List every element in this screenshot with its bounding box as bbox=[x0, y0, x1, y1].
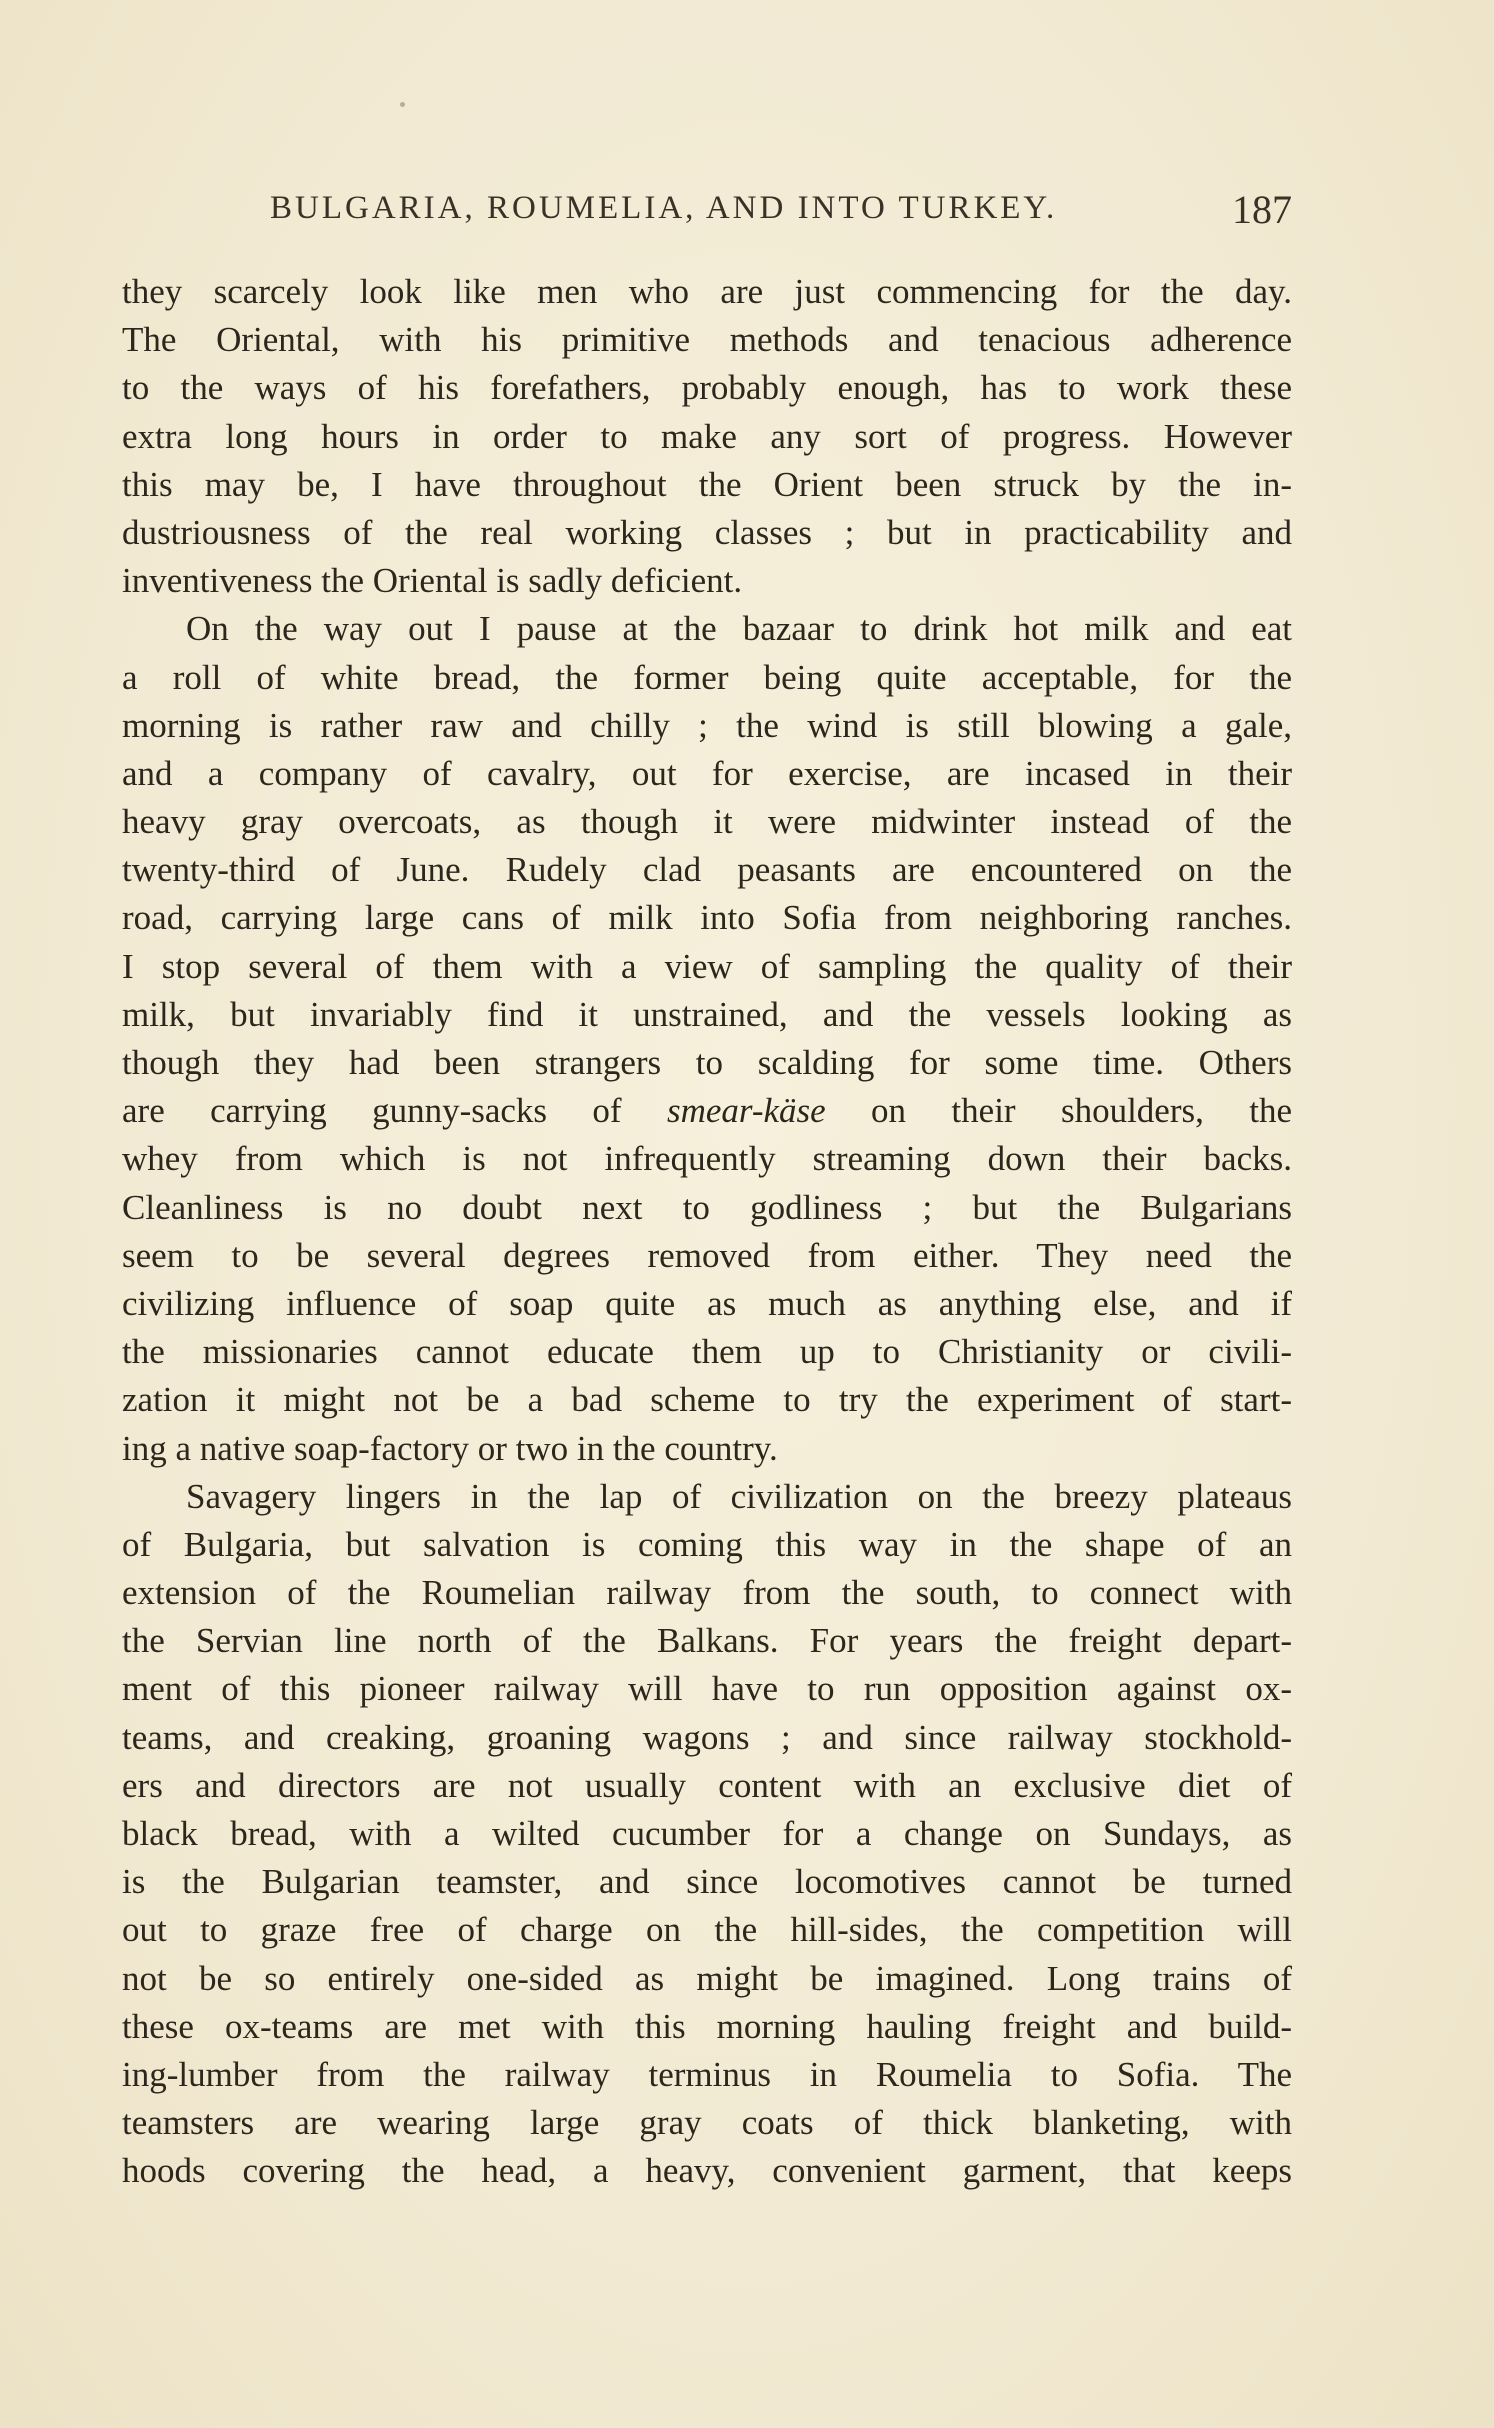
paragraph-start-line: On the way out I pause at the bazaar to drink hot milk and eat bbox=[186, 609, 1292, 649]
text-run: on their shoulders, the bbox=[825, 1091, 1292, 1131]
text-line: ing a native soap-factory or two in the country. bbox=[122, 1428, 778, 1468]
page-number: 187 bbox=[1232, 187, 1292, 232]
paragraph-start-line: Savagery lingers in the lap of civilization on the breezy plateaus bbox=[186, 1476, 1292, 1516]
text-line: this may be, I have throughout the Orient been struck by the in- bbox=[122, 464, 1292, 504]
text-line: whey from which is not infrequently streaming down their backs. bbox=[122, 1139, 1292, 1179]
text-line: twenty-third of June. Rudely clad peasants are encountered on the bbox=[122, 850, 1292, 890]
text-line: teams, and creaking, groaning wagons ; and since railway stockhold- bbox=[122, 1717, 1292, 1757]
text-line: milk, but invariably find it unstrained, and the vessels looking as bbox=[122, 994, 1292, 1034]
text-line: they scarcely look like men who are just commencing for the day. bbox=[122, 272, 1292, 311]
text-line: these ox-teams are met with this morning hauling freight and build- bbox=[122, 2006, 1292, 2046]
text-line: morning is rather raw and chilly ; the wind is still blowing a gale, bbox=[122, 705, 1292, 745]
text-line: a roll of white bread, the former being quite acceptable, for the bbox=[122, 657, 1292, 697]
text-line: hoods covering the head, a heavy, convenient garment, that keeps bbox=[122, 2151, 1292, 2191]
text-run: are carrying gunny-sacks of bbox=[122, 1091, 667, 1131]
text-line: ment of this pioneer railway will have to run opposition against ox- bbox=[122, 1669, 1292, 1709]
text-line: Cleanliness is no doubt next to godliness ; but the Bulgarians bbox=[122, 1187, 1292, 1227]
text-line: not be so entirely one-sided as might be imagined. Long trains of bbox=[122, 1958, 1292, 1998]
paper-speck bbox=[400, 102, 405, 107]
text-line: and a company of cavalry, out for exercise, are incased in their bbox=[122, 753, 1292, 793]
text-line: heavy gray overcoats, as though it were midwinter instead of the bbox=[122, 802, 1292, 842]
text-line: civilizing influence of soap quite as much as anything else, and if bbox=[122, 1283, 1292, 1323]
text-line: is the Bulgarian teamster, and since locomotives cannot be turned bbox=[122, 1862, 1292, 1902]
body-text bbox=[122, 268, 1292, 2196]
text-line: out to graze free of charge on the hill-sides, the competition will bbox=[122, 1910, 1292, 1950]
text-line: black bread, with a wilted cucumber for a change on Sundays, as bbox=[122, 1814, 1292, 1853]
text-line: I stop several of them with a view of sampling the quality of their bbox=[122, 946, 1292, 986]
text-line: ing-lumber from the railway terminus in Roumelia to Sofia. The bbox=[122, 2054, 1292, 2094]
text-line: though they had been strangers to scalding for some time. Others bbox=[122, 1043, 1292, 1082]
text-line: of Bulgaria, but salvation is coming this way in the shape of an bbox=[122, 1524, 1292, 1564]
text-line: teamsters are wearing large gray coats of thick blanketing, with bbox=[122, 2103, 1292, 2143]
text-line: seem to be several degrees removed from either. They need the bbox=[122, 1235, 1292, 1275]
text-line: extra long hours in order to make any sort of progress. However bbox=[122, 416, 1292, 456]
text-line: The Oriental, with his primitive methods and tenacious adherence bbox=[122, 320, 1292, 360]
italic-term: smear-käse bbox=[666, 1091, 826, 1131]
text-line: dustriousness of the real working classes ; but in practicability and bbox=[122, 512, 1292, 552]
text-line: the Servian line north of the Balkans. For years the freight depart- bbox=[122, 1621, 1292, 1661]
text-line: extension of the Roumelian railway from the south, to connect with bbox=[122, 1573, 1292, 1613]
text-line: road, carrying large cans of milk into Sofia from neighboring ranches. bbox=[122, 898, 1292, 938]
page-header bbox=[270, 187, 1292, 238]
text-line: inventiveness the Oriental is sadly deficient. bbox=[122, 561, 743, 601]
text-line-with-italic bbox=[122, 1087, 1292, 1135]
running-title: BULGARIA, ROUMELIA, AND INTO TURKEY. bbox=[270, 190, 1058, 226]
text-line: zation it might not be a bad scheme to try the experiment of start- bbox=[122, 1380, 1292, 1420]
text-line: to the ways of his forefathers, probably enough, has to work these bbox=[122, 368, 1292, 408]
text-line: ers and directors are not usually content with an exclusive diet of bbox=[122, 1765, 1292, 1805]
text-line: the missionaries cannot educate them up to Christianity or civili- bbox=[122, 1332, 1292, 1372]
